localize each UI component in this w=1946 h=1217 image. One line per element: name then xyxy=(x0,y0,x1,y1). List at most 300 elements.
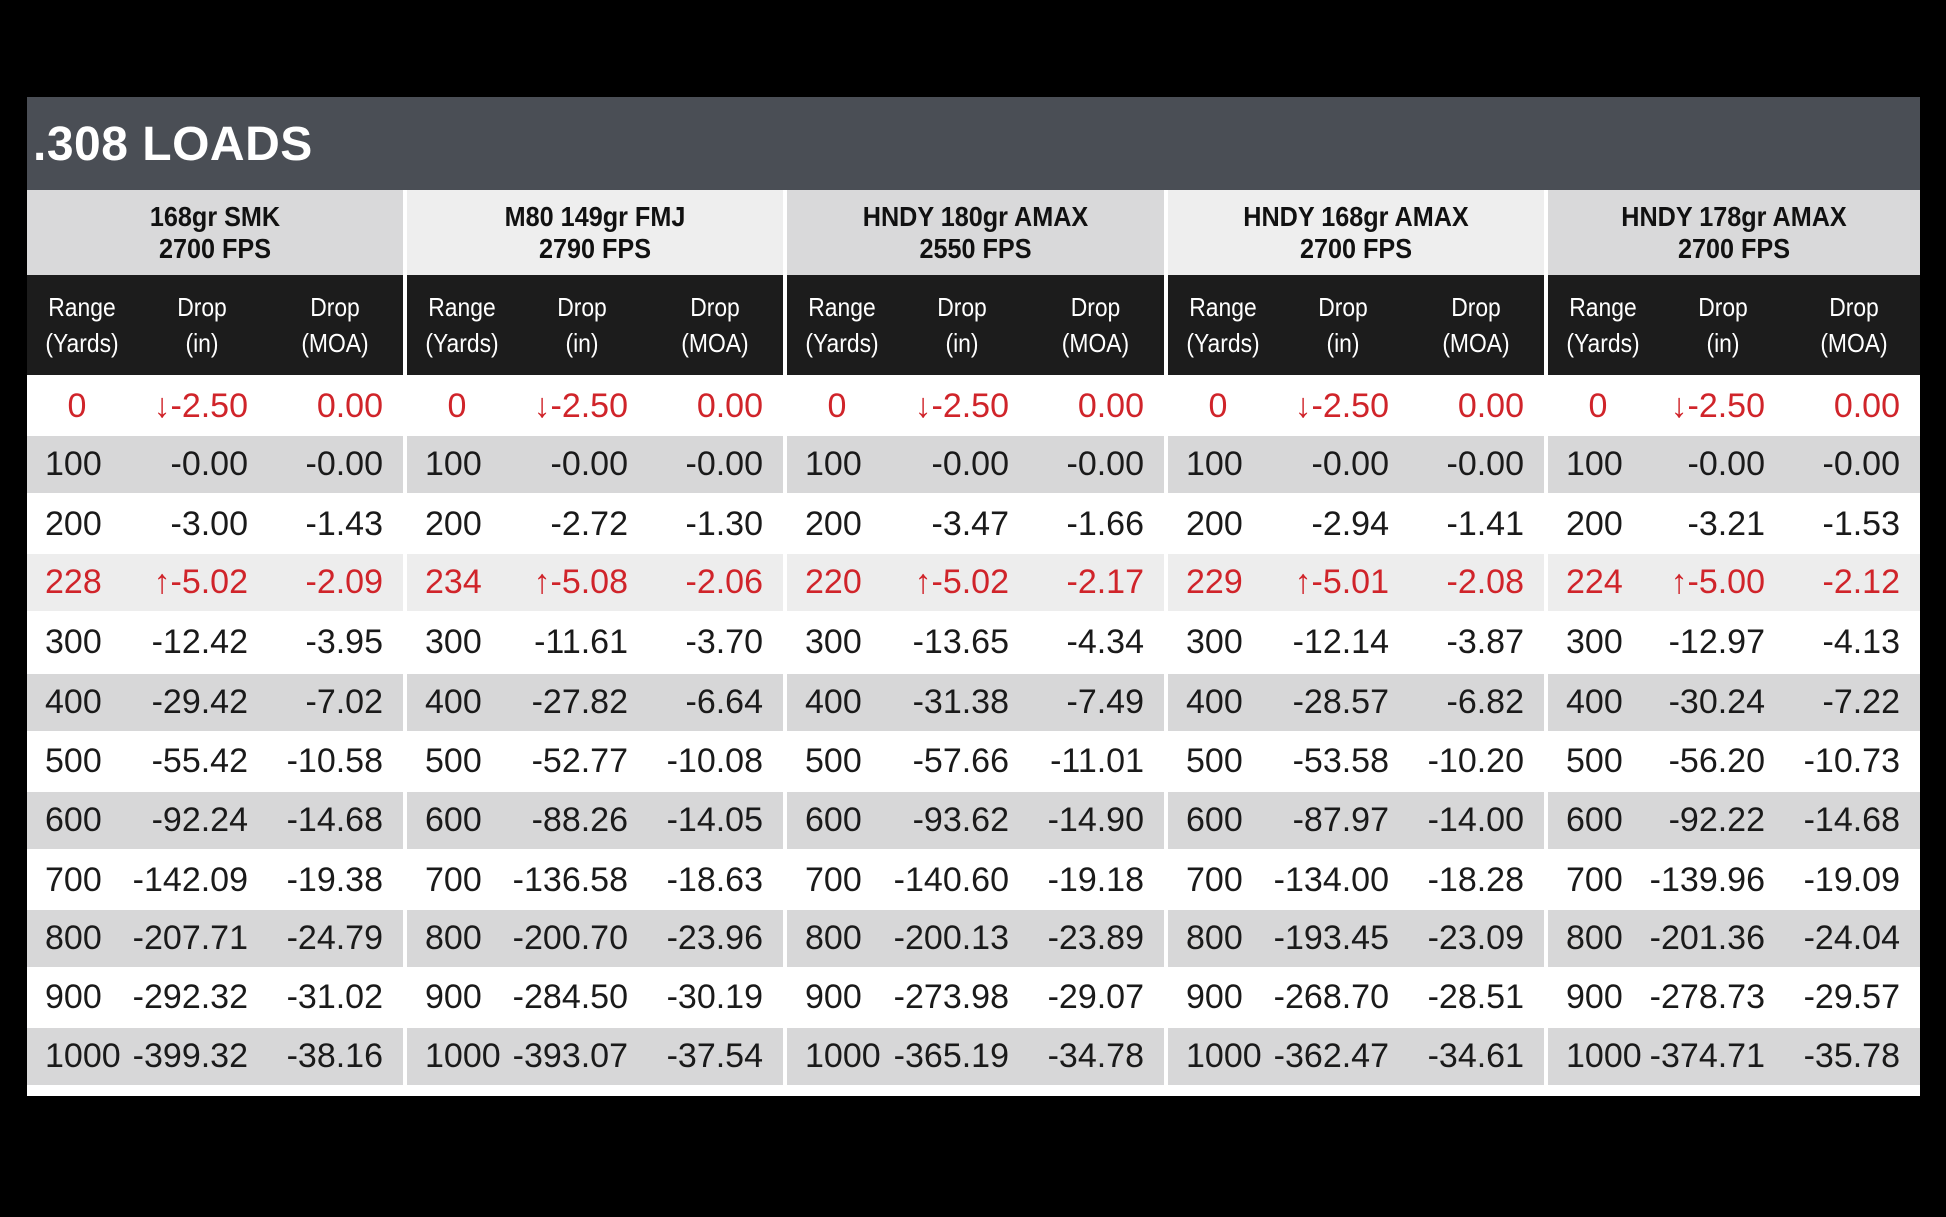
range-cell: 700 xyxy=(425,861,482,899)
load-group xyxy=(1168,190,1544,1096)
range-cell: 100 xyxy=(45,445,102,483)
drop-moa-cell: 0.00 xyxy=(1833,387,1900,425)
range-cell: 500 xyxy=(1566,742,1623,780)
drop-moa-cell: -2.12 xyxy=(1822,563,1900,601)
drop-in-cell: -92.22 xyxy=(1668,801,1765,839)
range-cell: 0 xyxy=(1588,387,1608,425)
drop-moa-cell: -38.16 xyxy=(286,1037,383,1075)
drop-in-cell: -2.94 xyxy=(1311,505,1389,543)
column-header-row xyxy=(1168,275,1544,375)
drop-moa-cell: -7.22 xyxy=(1822,683,1900,721)
header-line: Range xyxy=(808,292,876,322)
header-line: Drop xyxy=(690,292,740,322)
header-unit: (MOA) xyxy=(1820,328,1888,358)
group-header xyxy=(426,190,764,275)
table-row xyxy=(787,496,1164,553)
drop-moa-cell: -19.09 xyxy=(1803,861,1900,899)
header-unit: (in) xyxy=(945,328,979,358)
range-column-header xyxy=(34,275,131,375)
drop-in-cell: -55.42 xyxy=(151,742,248,780)
column-header-row xyxy=(407,275,783,375)
header-unit: (MOA) xyxy=(1061,328,1130,358)
drop-moa-cell: -14.90 xyxy=(1047,801,1144,839)
drop-moa-cell: -0.00 xyxy=(1066,445,1144,483)
range-cell: 300 xyxy=(45,623,102,661)
table-row xyxy=(787,733,1164,790)
table-row xyxy=(27,436,403,493)
load-group xyxy=(1548,190,1920,1096)
header-unit: (Yards) xyxy=(1186,328,1260,358)
drop-moa-cell: 0.00 xyxy=(696,387,763,425)
group-header xyxy=(806,190,1145,275)
header-unit: (Yards) xyxy=(1566,328,1640,358)
drop-moa-cell: -2.09 xyxy=(305,563,383,601)
drop-moa-cell: -23.09 xyxy=(1427,919,1524,957)
drop-in-cell: -200.70 xyxy=(512,919,628,957)
table-row xyxy=(1548,614,1920,671)
load-group xyxy=(407,190,783,1096)
drop-moa-cell: -6.82 xyxy=(1446,683,1524,721)
drop-in-cell: -11.61 xyxy=(534,623,628,661)
table-row xyxy=(1548,969,1920,1026)
range-cell: 900 xyxy=(425,978,482,1016)
drop-in-cell: -140.60 xyxy=(893,861,1009,899)
range-cell: 700 xyxy=(45,861,102,899)
drop-moa-cell: -31.02 xyxy=(286,978,383,1016)
range-cell: 600 xyxy=(425,801,482,839)
table-row xyxy=(787,436,1164,493)
drop-in-cell: -92.24 xyxy=(151,801,248,839)
table-row xyxy=(1548,496,1920,553)
drop-in-cell: -31.38 xyxy=(912,683,1009,721)
header-unit: (Yards) xyxy=(805,328,879,358)
drop-moa-cell: -7.02 xyxy=(305,683,383,721)
load-velocity: 2700 FPS xyxy=(1677,232,1791,264)
range-cell: 234 xyxy=(425,563,482,601)
range-cell: 100 xyxy=(1186,445,1243,483)
drop-moa-cell: -3.95 xyxy=(305,623,383,661)
range-cell: 500 xyxy=(805,742,862,780)
range-cell: 500 xyxy=(45,742,102,780)
drop-in-column-header xyxy=(1666,275,1780,375)
table-row xyxy=(27,614,403,671)
table-row xyxy=(1168,436,1544,493)
drop-in-cell: ↑-5.01 xyxy=(1294,563,1389,601)
table-row xyxy=(407,436,783,493)
drop-moa-cell: -11.01 xyxy=(1050,742,1144,780)
drop-in-cell: -0.00 xyxy=(1311,445,1389,483)
drop-moa-cell: -14.68 xyxy=(286,801,383,839)
drop-in-cell: -0.00 xyxy=(1687,445,1765,483)
table-row xyxy=(1548,378,1920,435)
range-cell: 1000 xyxy=(1186,1037,1262,1075)
load-group xyxy=(27,190,403,1096)
table-row xyxy=(407,852,783,909)
table-row xyxy=(407,554,783,611)
drop-moa-cell: -19.18 xyxy=(1047,861,1144,899)
range-cell: 0 xyxy=(447,387,467,425)
drop-moa-cell: -6.64 xyxy=(685,683,763,721)
drop-in-column-header xyxy=(145,275,259,375)
range-column-header xyxy=(1175,275,1272,375)
drop-moa-cell: 0.00 xyxy=(1457,387,1524,425)
group-header xyxy=(1187,190,1525,275)
drop-moa-cell: -37.54 xyxy=(666,1037,763,1075)
drop-in-cell: -87.97 xyxy=(1292,801,1389,839)
header-line: Drop xyxy=(1451,292,1501,322)
range-cell: 200 xyxy=(45,505,102,543)
drop-in-cell: -292.32 xyxy=(132,978,248,1016)
table-row xyxy=(407,733,783,790)
header-line: Range xyxy=(1189,292,1257,322)
table-row xyxy=(1168,733,1544,790)
table-row xyxy=(787,969,1164,1026)
drop-in-cell: -3.00 xyxy=(170,505,248,543)
drop-in-cell: -57.66 xyxy=(912,742,1009,780)
header-unit: (MOA) xyxy=(1442,328,1510,358)
group-header xyxy=(1567,190,1902,275)
header-line: Range xyxy=(428,292,496,322)
drop-moa-cell: -18.63 xyxy=(666,861,763,899)
table-row xyxy=(27,674,403,731)
table-row xyxy=(407,1028,783,1085)
header-unit: (Yards) xyxy=(425,328,499,358)
range-cell: 600 xyxy=(45,801,102,839)
table-row xyxy=(787,852,1164,909)
table-row xyxy=(1168,852,1544,909)
drop-in-cell: -284.50 xyxy=(512,978,628,1016)
range-cell: 800 xyxy=(425,919,482,957)
drop-in-cell: -52.77 xyxy=(531,742,628,780)
table-row xyxy=(1168,614,1544,671)
range-cell: 300 xyxy=(1566,623,1623,661)
range-cell: 700 xyxy=(1566,861,1623,899)
range-cell: 400 xyxy=(1566,683,1623,721)
drop-moa-cell: -19.38 xyxy=(286,861,383,899)
header-line: Drop xyxy=(1829,292,1879,322)
header-line: Drop xyxy=(1070,292,1121,322)
header-unit: (in) xyxy=(1326,328,1360,358)
table-row xyxy=(1548,674,1920,731)
drop-in-cell: ↑-5.08 xyxy=(533,563,628,601)
table-row xyxy=(1168,378,1544,435)
drop-in-cell: -193.45 xyxy=(1273,919,1389,957)
table-row xyxy=(1168,1028,1544,1085)
drop-moa-cell: -4.34 xyxy=(1066,623,1144,661)
drop-in-cell: -201.36 xyxy=(1649,919,1765,957)
drop-moa-cell: -29.07 xyxy=(1047,978,1144,1016)
drop-moa-cell: -1.30 xyxy=(685,505,763,543)
drop-moa-cell: -2.06 xyxy=(685,563,763,601)
load-groups xyxy=(27,190,1920,1096)
table-row xyxy=(27,910,403,967)
range-column-header xyxy=(414,275,511,375)
table-row xyxy=(787,614,1164,671)
range-cell: 200 xyxy=(1186,505,1243,543)
drop-in-cell: -53.58 xyxy=(1292,742,1389,780)
drop-in-cell: ↑-5.02 xyxy=(914,563,1009,601)
column-header-row xyxy=(27,275,403,375)
drop-in-cell: -139.96 xyxy=(1649,861,1765,899)
drop-in-cell: -2.72 xyxy=(550,505,628,543)
header-line: Drop xyxy=(177,292,227,322)
drop-moa-cell: -29.57 xyxy=(1803,978,1900,1016)
drop-moa-cell: -14.00 xyxy=(1427,801,1524,839)
drop-moa-cell: -30.19 xyxy=(666,978,763,1016)
range-cell: 224 xyxy=(1566,563,1623,601)
range-cell: 300 xyxy=(1186,623,1243,661)
drop-in-cell: -28.57 xyxy=(1292,683,1389,721)
range-cell: 1000 xyxy=(45,1037,121,1075)
drop-moa-cell: -10.20 xyxy=(1427,742,1524,780)
drop-in-cell: ↑-5.00 xyxy=(1670,563,1765,601)
range-cell: 900 xyxy=(1566,978,1623,1016)
drop-in-cell: ↓-2.50 xyxy=(1294,387,1389,425)
header-line: Drop xyxy=(1318,292,1368,322)
drop-moa-cell: -1.53 xyxy=(1822,505,1900,543)
header-line: Drop xyxy=(1698,292,1748,322)
drop-in-cell: -207.71 xyxy=(132,919,248,957)
header-unit: (in) xyxy=(565,328,599,358)
table-row xyxy=(787,792,1164,849)
range-cell: 1000 xyxy=(805,1037,881,1075)
range-cell: 1000 xyxy=(1566,1037,1642,1075)
range-cell: 600 xyxy=(1186,801,1243,839)
table-row xyxy=(1168,674,1544,731)
drop-in-cell: -200.13 xyxy=(893,919,1009,957)
table-row xyxy=(407,969,783,1026)
drop-in-cell: -12.97 xyxy=(1668,623,1765,661)
drop-moa-cell: -3.87 xyxy=(1446,623,1524,661)
table-row xyxy=(787,378,1164,435)
table-row xyxy=(27,378,403,435)
table-row xyxy=(407,378,783,435)
load-velocity: 2700 FPS xyxy=(158,232,272,264)
header-unit: (in) xyxy=(185,328,219,358)
drop-in-cell: -0.00 xyxy=(550,445,628,483)
drop-in-cell: -0.00 xyxy=(170,445,248,483)
drop-moa-cell: -23.89 xyxy=(1047,919,1144,957)
range-cell: 0 xyxy=(827,387,847,425)
range-column-header xyxy=(794,275,891,375)
drop-in-cell: -0.00 xyxy=(931,445,1009,483)
range-cell: 400 xyxy=(1186,683,1243,721)
drop-in-cell: -3.47 xyxy=(931,505,1009,543)
table-row xyxy=(407,614,783,671)
drop-moa-cell: -10.73 xyxy=(1803,742,1900,780)
drop-in-cell: -374.71 xyxy=(1649,1037,1765,1075)
drop-in-cell: -278.73 xyxy=(1649,978,1765,1016)
range-cell: 200 xyxy=(425,505,482,543)
drop-in-cell: -393.07 xyxy=(512,1037,628,1075)
column-header-row xyxy=(787,275,1164,375)
drop-in-cell: -362.47 xyxy=(1273,1037,1389,1075)
drop-moa-cell: -2.08 xyxy=(1446,563,1524,601)
drop-in-column-header xyxy=(1286,275,1400,375)
table-row xyxy=(1168,792,1544,849)
range-cell: 400 xyxy=(45,683,102,721)
range-cell: 200 xyxy=(805,505,862,543)
drop-in-cell: -56.20 xyxy=(1668,742,1765,780)
drop-moa-cell: -14.05 xyxy=(666,801,763,839)
drop-in-cell: -93.62 xyxy=(912,801,1009,839)
load-velocity: 2550 FPS xyxy=(919,232,1032,264)
drop-moa-cell: -24.79 xyxy=(286,919,383,957)
load-name: 168gr SMK xyxy=(149,200,281,232)
table-row xyxy=(787,554,1164,611)
drop-moa-cell: -35.78 xyxy=(1803,1037,1900,1075)
table-row xyxy=(787,1028,1164,1085)
drop-moa-cell: -0.00 xyxy=(1446,445,1524,483)
drop-in-cell: -88.26 xyxy=(531,801,628,839)
range-cell: 400 xyxy=(805,683,862,721)
range-cell: 900 xyxy=(805,978,862,1016)
load-name: HNDY 180gr AMAX xyxy=(862,200,1089,232)
table-row xyxy=(1548,852,1920,909)
drop-moa-cell: -0.00 xyxy=(685,445,763,483)
drop-moa-cell: -34.78 xyxy=(1047,1037,1144,1075)
table-row xyxy=(1548,910,1920,967)
range-cell: 1000 xyxy=(425,1037,501,1075)
table-row xyxy=(27,852,403,909)
table-title: .308 LOADS xyxy=(33,118,313,171)
table-row xyxy=(1548,792,1920,849)
range-cell: 800 xyxy=(805,919,862,957)
drop-moa-column-header xyxy=(1416,275,1536,375)
drop-moa-cell: -0.00 xyxy=(305,445,383,483)
drop-moa-column-header xyxy=(1796,275,1912,375)
header-line: Range xyxy=(48,292,116,322)
header-unit: (MOA) xyxy=(301,328,369,358)
drop-in-cell: -136.58 xyxy=(512,861,628,899)
drop-in-cell: -12.42 xyxy=(151,623,248,661)
table-row xyxy=(1548,554,1920,611)
drop-in-cell: -142.09 xyxy=(132,861,248,899)
header-unit: (Yards) xyxy=(45,328,119,358)
drop-in-cell: ↓-2.50 xyxy=(533,387,628,425)
table-row xyxy=(1168,910,1544,967)
group-header xyxy=(46,190,384,275)
range-cell: 600 xyxy=(1566,801,1623,839)
drop-in-cell: ↓-2.50 xyxy=(914,387,1009,425)
load-velocity: 2790 FPS xyxy=(538,232,652,264)
table-row xyxy=(27,792,403,849)
range-cell: 100 xyxy=(805,445,862,483)
header-line: Drop xyxy=(310,292,360,322)
table-row xyxy=(407,674,783,731)
drop-moa-column-header xyxy=(275,275,395,375)
header-line: Range xyxy=(1569,292,1637,322)
drop-moa-cell: -28.51 xyxy=(1427,978,1524,1016)
table-row xyxy=(407,792,783,849)
drop-in-cell: -27.82 xyxy=(531,683,628,721)
drop-in-cell: ↓-2.50 xyxy=(153,387,248,425)
range-cell: 0 xyxy=(1208,387,1228,425)
drop-in-cell: -365.19 xyxy=(893,1037,1009,1075)
range-cell: 500 xyxy=(1186,742,1243,780)
load-name: M80 149gr FMJ xyxy=(504,200,686,232)
title-bar xyxy=(27,97,1920,190)
drop-moa-cell: 0.00 xyxy=(316,387,383,425)
column-header-row xyxy=(1548,275,1920,375)
drop-in-cell: -399.32 xyxy=(132,1037,248,1075)
range-cell: 800 xyxy=(1566,919,1623,957)
load-velocity: 2700 FPS xyxy=(1299,232,1413,264)
range-cell: 100 xyxy=(1566,445,1623,483)
drop-in-column-header xyxy=(525,275,639,375)
range-column-header xyxy=(1555,275,1652,375)
range-cell: 220 xyxy=(805,563,862,601)
table-row xyxy=(407,910,783,967)
drop-moa-column-header xyxy=(655,275,775,375)
table-row xyxy=(787,910,1164,967)
table-row xyxy=(1168,554,1544,611)
table-row xyxy=(27,1028,403,1085)
table-row xyxy=(27,969,403,1026)
range-cell: 228 xyxy=(45,563,102,601)
drop-moa-cell: -7.49 xyxy=(1066,683,1144,721)
range-cell: 800 xyxy=(45,919,102,957)
drop-moa-cell: -0.00 xyxy=(1822,445,1900,483)
range-cell: 100 xyxy=(425,445,482,483)
range-cell: 400 xyxy=(425,683,482,721)
range-cell: 300 xyxy=(805,623,862,661)
table-row xyxy=(787,674,1164,731)
range-cell: 700 xyxy=(1186,861,1243,899)
range-cell: 0 xyxy=(67,387,87,425)
table-row xyxy=(27,554,403,611)
drop-moa-cell: -3.70 xyxy=(685,623,763,661)
drop-moa-cell: 0.00 xyxy=(1077,387,1144,425)
drop-moa-column-header xyxy=(1035,275,1156,375)
load-name: HNDY 168gr AMAX xyxy=(1243,200,1469,232)
range-cell: 900 xyxy=(1186,978,1243,1016)
header-unit: (MOA) xyxy=(681,328,749,358)
drop-in-column-header xyxy=(905,275,1019,375)
drop-in-cell: -12.14 xyxy=(1292,623,1389,661)
drop-moa-cell: -2.17 xyxy=(1066,563,1144,601)
drop-moa-cell: -14.68 xyxy=(1803,801,1900,839)
range-cell: 600 xyxy=(805,801,862,839)
drop-in-cell: ↑-5.02 xyxy=(153,563,248,601)
drop-moa-cell: -1.43 xyxy=(305,505,383,543)
range-cell: 800 xyxy=(1186,919,1243,957)
table-row xyxy=(1548,436,1920,493)
drop-moa-cell: -1.41 xyxy=(1446,505,1524,543)
drop-moa-cell: -10.08 xyxy=(666,742,763,780)
drop-moa-cell: -10.58 xyxy=(286,742,383,780)
drop-in-cell: -3.21 xyxy=(1687,505,1765,543)
drop-in-cell: -268.70 xyxy=(1273,978,1389,1016)
header-line: Drop xyxy=(557,292,607,322)
table-row xyxy=(1548,1028,1920,1085)
drop-in-cell: -13.65 xyxy=(912,623,1009,661)
drop-moa-cell: -34.61 xyxy=(1427,1037,1524,1075)
table-row xyxy=(27,733,403,790)
load-name: HNDY 178gr AMAX xyxy=(1621,200,1847,232)
drop-moa-cell: -24.04 xyxy=(1803,919,1900,957)
drop-moa-cell: -1.66 xyxy=(1066,505,1144,543)
ballistics-table-panel xyxy=(27,97,1920,1096)
drop-in-cell: -273.98 xyxy=(893,978,1009,1016)
drop-moa-cell: -23.96 xyxy=(666,919,763,957)
table-row xyxy=(1548,733,1920,790)
table-row xyxy=(1168,969,1544,1026)
range-cell: 500 xyxy=(425,742,482,780)
header-unit: (in) xyxy=(1706,328,1740,358)
header-line: Drop xyxy=(937,292,987,322)
drop-moa-cell: -4.13 xyxy=(1822,623,1900,661)
